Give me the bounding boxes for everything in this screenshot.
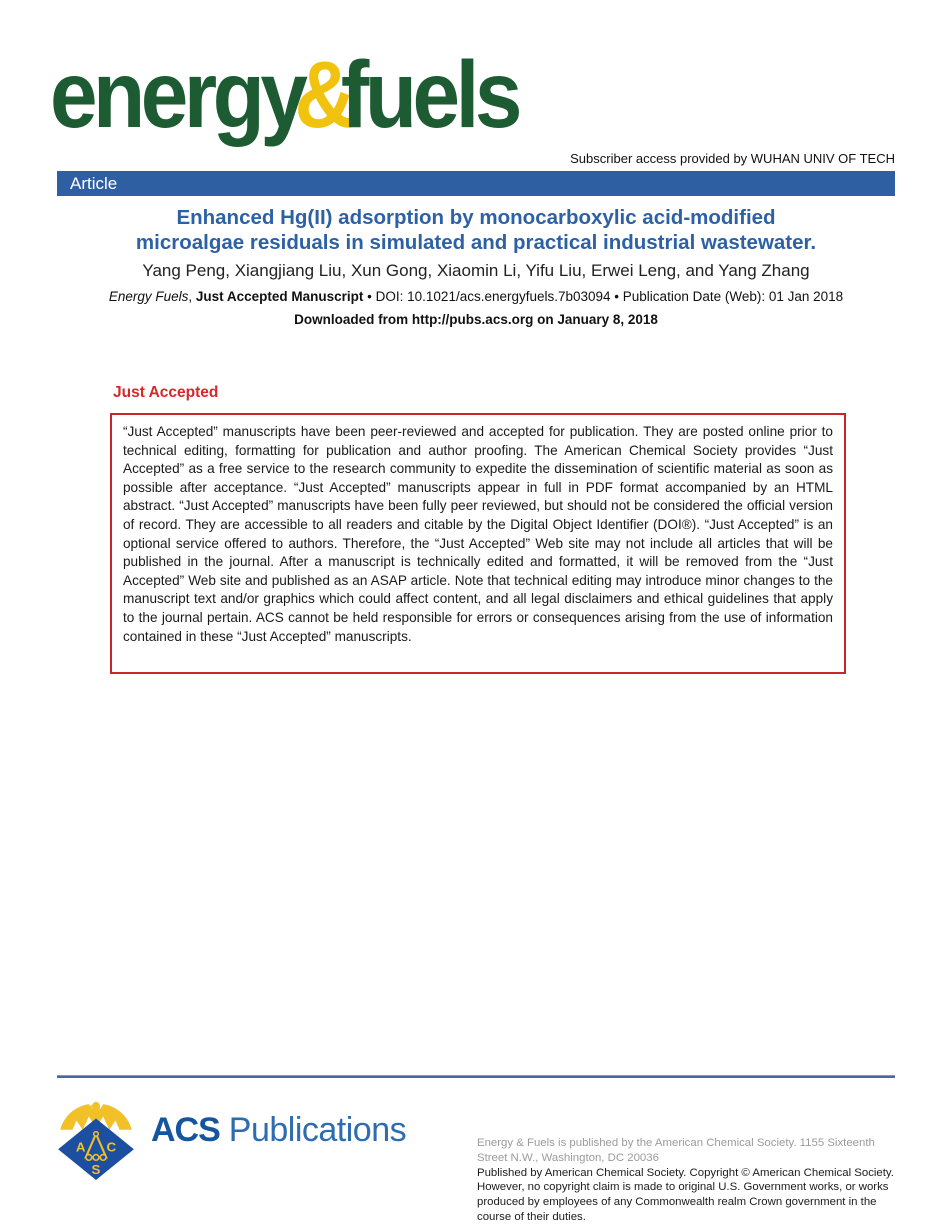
publisher-address: Energy & Fuels is published by the American Chemical Society. 1155 Sixteenth Street N.W., Washington, DC 20036 <box>477 1137 875 1164</box>
copyright-notice: Published by American Chemical Society. Copyright © American Chemical Society. However, no copyright claim is made to original U.S. Government works, or works produced by employees of any Commonwealth realm Crown government in the course of their duties. <box>477 1166 894 1223</box>
download-note: Downloaded from http://pubs.acs.org on January 8, 2018 <box>294 312 658 327</box>
footer-divider <box>57 1075 895 1078</box>
doi-and-publication-date: • DOI: 10.1021/acs.energyfuels.7b03094 • Publication Date (Web): 01 Jan 2018 <box>363 289 844 304</box>
acs-eagle-diamond-icon <box>55 1098 137 1182</box>
acs-logo-publications: Publications <box>228 1110 407 1149</box>
article-type-label: Article <box>70 174 118 193</box>
citation-line <box>0 289 952 304</box>
article-authors: Yang Peng, Xiangjiang Liu, Xun Gong, Xiaomin Li, Yifu Liu, Erwei Leng, and Yang Zhang <box>142 261 810 280</box>
acs-publications-logo <box>55 1098 406 1182</box>
article-title-line1: Enhanced Hg(II) adsorption by monocarboxylic acid-modified <box>176 206 776 229</box>
just-accepted-disclaimer-text: “Just Accepted” manuscripts have been peer-reviewed and accepted for publication. They are posted online prior to technical editing, formatting for publication and author proofing. The American Chemical Society provides “Just Accepted” as a free service to the research community to expedite the dissemination of scientific material as soon as possible after acceptance. “Just Accepted” manuscripts appear in full in PDF format accompanied by an HTML abstract. “Just Accepted” manuscripts have been fully peer reviewed, but should not be considered the official version of record. They are accessible to all readers and citable by the Digital Object Identifier (DOI®). “Just Accepted” is an optional service offered to authors. Therefore, the “Just Accepted” Web site may not include all articles that will be published in the journal. After a manuscript is technically edited and formatted, it will be removed from the “Just Accepted” Web site and published as an ASAP article. Note that technical editing may introduce minor changes to the manuscript text and/or graphics which could affect content, and all legal disclaimers and ethical guidelines that apply to the journal pertain. ACS cannot be held responsible for errors or consequences arising from the use of information contained in these “Just Accepted” manuscripts. <box>123 424 833 644</box>
just-accepted-disclaimer-box <box>110 413 846 674</box>
article-title-line2: microalgae residuals in simulated and practical industrial wastewater. <box>135 230 817 254</box>
journal-logo-ampersand-icon: & <box>294 42 352 148</box>
svg-text:A: A <box>75 1139 86 1155</box>
manuscript-status: Just Accepted Manuscript <box>195 289 364 304</box>
subscriber-access-note: Subscriber access provided by WUHAN UNIV OF TECH <box>570 151 895 166</box>
article-type-banner <box>57 171 895 196</box>
journal-logo-fuels: fuels <box>340 42 518 148</box>
journal-logo-energy: energy <box>50 42 304 148</box>
footer-text-block <box>477 1136 901 1225</box>
svg-text:C: C <box>106 1139 117 1155</box>
journal-logo <box>50 42 518 148</box>
just-accepted-heading: Just Accepted <box>113 384 219 401</box>
svg-text:S: S <box>91 1161 101 1177</box>
citation-separator: , <box>188 289 196 304</box>
article-title <box>0 206 952 255</box>
acs-logo-acs: ACS <box>151 1110 220 1149</box>
journal-name: Energy Fuels <box>108 289 189 304</box>
acs-logo-text <box>151 1111 406 1150</box>
